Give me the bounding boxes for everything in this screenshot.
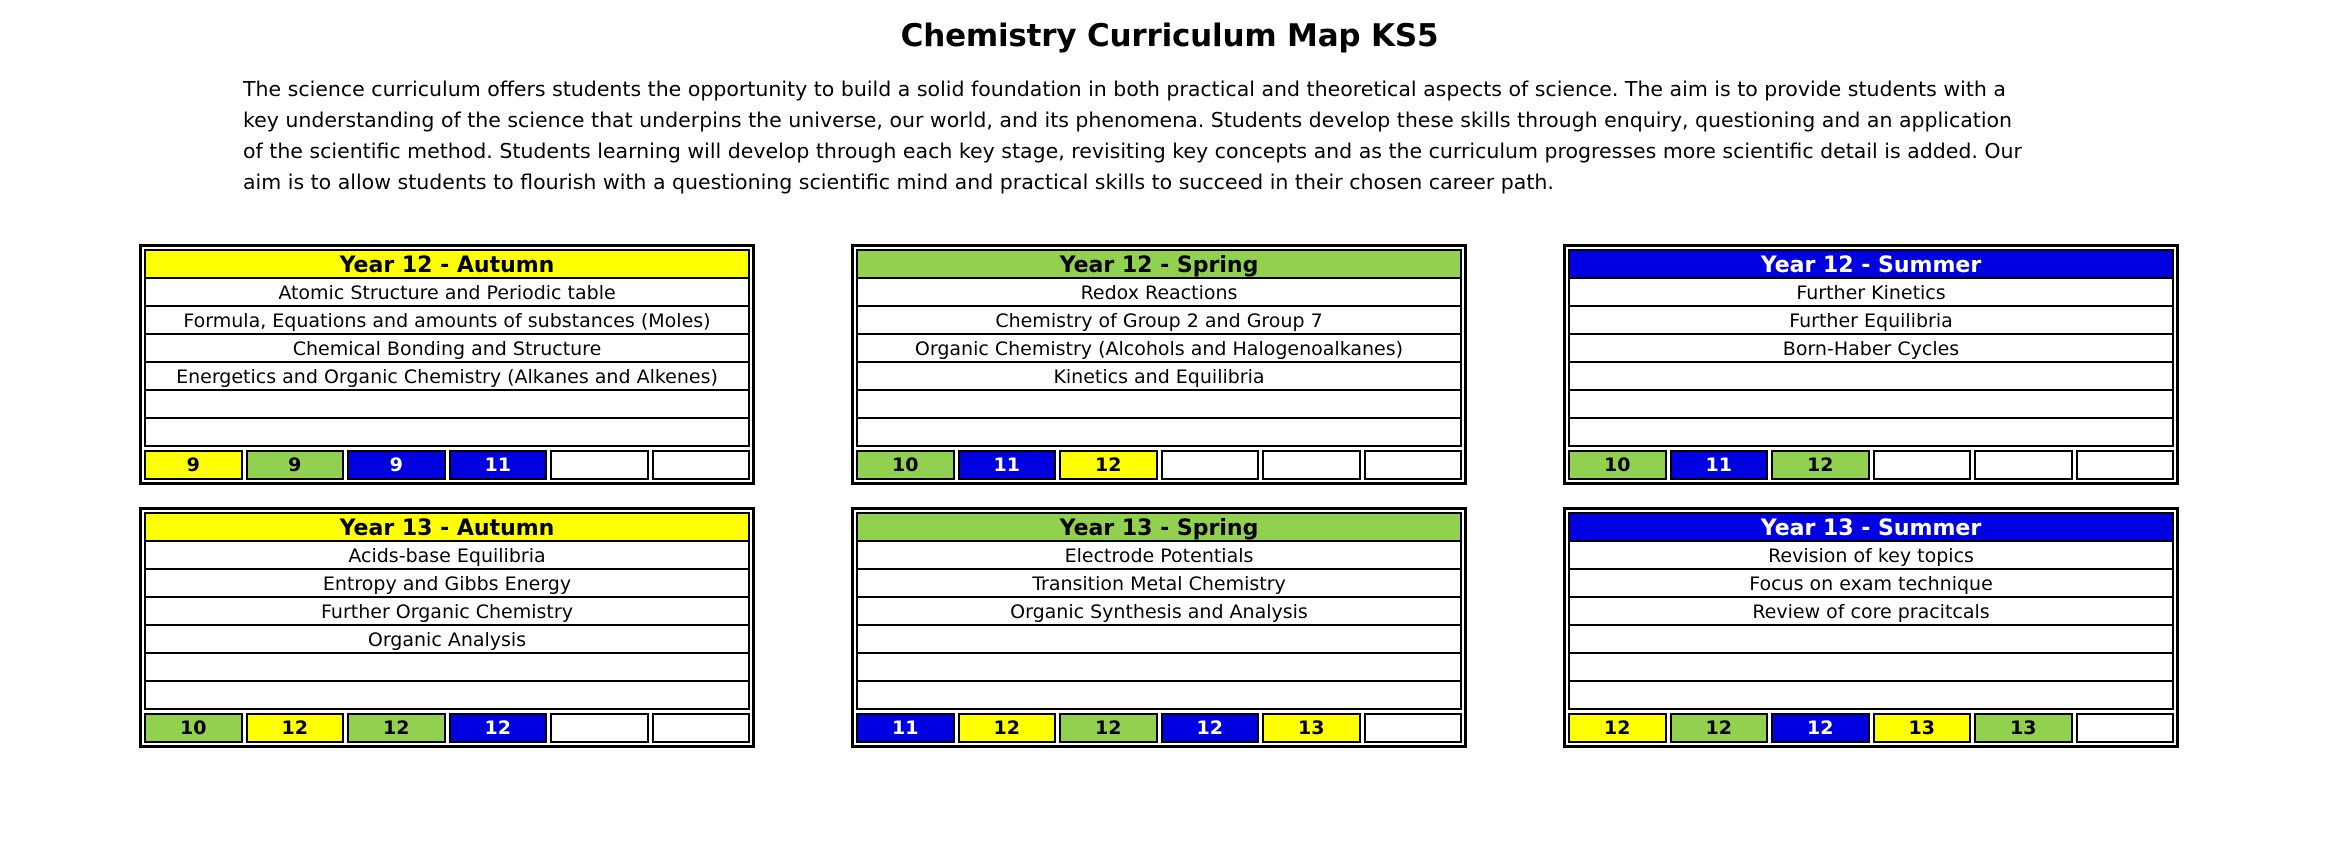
footer-year-cell: 13 — [1873, 713, 1972, 743]
footer-year-cell: 12 — [1059, 450, 1158, 480]
term-card-year-13-spring — [851, 507, 1467, 748]
term-card-year-12-summer — [1563, 244, 2179, 485]
footer-year-cell-empty — [550, 713, 649, 743]
topic-row: Review of core pracitcals — [1568, 598, 2174, 626]
intro-paragraph: The science curriculum offers students the opportunity to build a solid foundation in both practical and theoretical aspects of science. The aim is to provide students with a key understanding of the science that underpins the universe, our world, and its phenomena. Students develop these skills through enquiry, questioning and an application of the scientific method. Students learning will develop through each key stage, revisiting key concepts and as the curriculum progresses more scientific detail is added. Our aim is to allow students to flourish with a questioning scientific mind and practical skills to succeed in their chosen career path. — [243, 77, 2022, 194]
topic-row: Organic Synthesis and Analysis — [856, 598, 1462, 626]
topic-row-empty — [856, 626, 1462, 654]
term-header-year-13-autumn: Year 13 - Autumn — [144, 512, 750, 542]
footer-year-cell: 9 — [347, 450, 446, 480]
footer-year-cell: 13 — [1974, 713, 2073, 743]
topic-row: Atomic Structure and Periodic table — [144, 279, 750, 307]
footer-year-cell-empty — [1974, 450, 2073, 480]
term-footer-year-13-summer — [1568, 713, 2174, 743]
footer-year-cell: 12 — [1670, 713, 1769, 743]
term-footer-year-13-autumn — [144, 713, 750, 743]
topic-row: Energetics and Organic Chemistry (Alkanes and Alkenes) — [144, 363, 750, 391]
footer-year-cell: 12 — [1771, 450, 1870, 480]
topic-row-empty — [144, 654, 750, 682]
topic-row-empty — [144, 419, 750, 447]
topic-row: Entropy and Gibbs Energy — [144, 570, 750, 598]
term-card-grid — [0, 244, 2339, 756]
topic-row: Redox Reactions — [856, 279, 1462, 307]
footer-year-cell: 10 — [856, 450, 955, 480]
term-header-year-12-spring: Year 12 - Spring — [856, 249, 1462, 279]
footer-year-cell-empty — [652, 713, 751, 743]
footer-year-cell: 12 — [246, 713, 345, 743]
topic-row: Chemistry of Group 2 and Group 7 — [856, 307, 1462, 335]
footer-year-cell: 12 — [1059, 713, 1158, 743]
footer-year-cell: 11 — [449, 450, 548, 480]
footer-year-cell-empty — [550, 450, 649, 480]
footer-year-cell-empty — [1873, 450, 1972, 480]
term-header-year-12-autumn: Year 12 - Autumn — [144, 249, 750, 279]
term-card-year-13-summer — [1563, 507, 2179, 748]
topic-row-empty — [856, 391, 1462, 419]
footer-year-cell-empty — [2076, 450, 2175, 480]
topic-row-empty — [144, 682, 750, 710]
topic-row-empty — [1568, 363, 2174, 391]
footer-year-cell: 9 — [246, 450, 345, 480]
topic-row: Born-Haber Cycles — [1568, 335, 2174, 363]
footer-year-cell-empty — [2076, 713, 2175, 743]
footer-year-cell: 11 — [1670, 450, 1769, 480]
topic-row: Organic Chemistry (Alcohols and Halogenoalkanes) — [856, 335, 1462, 363]
footer-year-cell-empty — [1262, 450, 1361, 480]
topic-row: Kinetics and Equilibria — [856, 363, 1462, 391]
term-card-year-12-spring — [851, 244, 1467, 485]
term-card-year-12-autumn — [139, 244, 755, 485]
footer-year-cell: 12 — [958, 713, 1057, 743]
topic-row-empty — [856, 419, 1462, 447]
term-row-year-12 — [0, 244, 2339, 485]
term-footer-year-12-summer — [1568, 450, 2174, 480]
footer-year-cell: 11 — [958, 450, 1057, 480]
topic-row: Organic Analysis — [144, 626, 750, 654]
footer-year-cell: 12 — [1568, 713, 1667, 743]
topic-row: Focus on exam technique — [1568, 570, 2174, 598]
topic-row-empty — [1568, 391, 2174, 419]
footer-year-cell: 9 — [144, 450, 243, 480]
topic-row: Acids-base Equilibria — [144, 542, 750, 570]
term-footer-year-13-spring — [856, 713, 1462, 743]
topic-row: Electrode Potentials — [856, 542, 1462, 570]
topic-row-empty — [144, 391, 750, 419]
footer-year-cell-empty — [1364, 713, 1463, 743]
footer-year-cell: 11 — [856, 713, 955, 743]
topic-row-empty — [1568, 682, 2174, 710]
footer-year-cell: 10 — [1568, 450, 1667, 480]
term-footer-year-12-autumn — [144, 450, 750, 480]
footer-year-cell: 13 — [1262, 713, 1361, 743]
topic-row: Chemical Bonding and Structure — [144, 335, 750, 363]
topic-row-empty — [1568, 419, 2174, 447]
topic-row-empty — [856, 654, 1462, 682]
topic-row-empty — [856, 682, 1462, 710]
topic-row: Further Kinetics — [1568, 279, 2174, 307]
topic-row: Formula, Equations and amounts of substances (Moles) — [144, 307, 750, 335]
footer-year-cell: 10 — [144, 713, 243, 743]
topic-row: Revision of key topics — [1568, 542, 2174, 570]
footer-year-cell: 12 — [1771, 713, 1870, 743]
topic-row-empty — [1568, 654, 2174, 682]
topic-row: Further Equilibria — [1568, 307, 2174, 335]
term-header-year-13-spring: Year 13 - Spring — [856, 512, 1462, 542]
term-header-year-12-summer: Year 12 - Summer — [1568, 249, 2174, 279]
footer-year-cell-empty — [652, 450, 751, 480]
term-card-year-13-autumn — [139, 507, 755, 748]
term-footer-year-12-spring — [856, 450, 1462, 480]
topic-row: Further Organic Chemistry — [144, 598, 750, 626]
footer-year-cell: 12 — [1161, 713, 1260, 743]
term-header-year-13-summer: Year 13 - Summer — [1568, 512, 2174, 542]
term-row-year-13 — [0, 507, 2339, 748]
footer-year-cell-empty — [1161, 450, 1260, 480]
footer-year-cell: 12 — [449, 713, 548, 743]
footer-year-cell: 12 — [347, 713, 446, 743]
topic-row: Transition Metal Chemistry — [856, 570, 1462, 598]
topic-row-empty — [1568, 626, 2174, 654]
footer-year-cell-empty — [1364, 450, 1463, 480]
page-title: Chemistry Curriculum Map KS5 — [900, 18, 1439, 54]
